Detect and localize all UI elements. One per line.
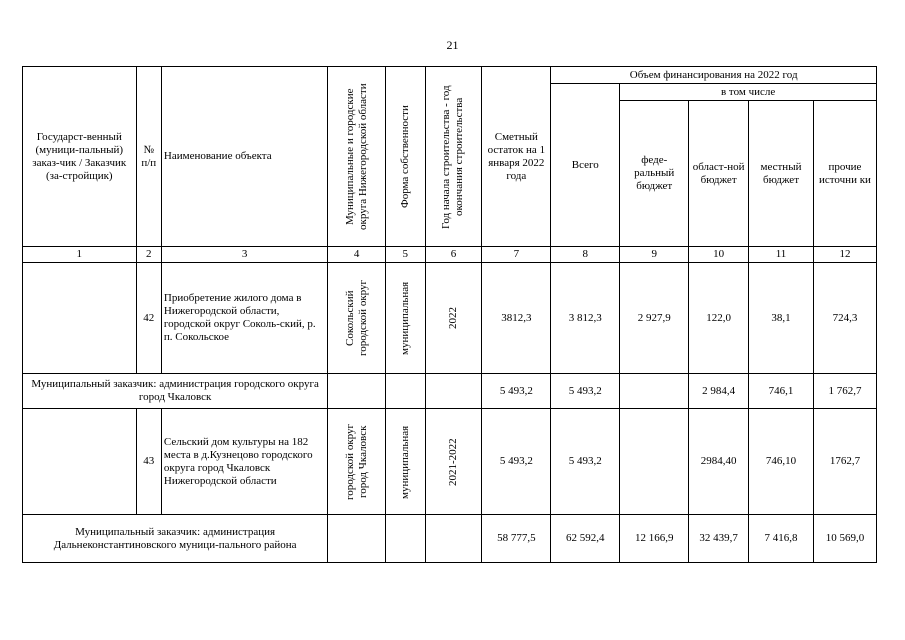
empty-cell bbox=[328, 515, 386, 563]
empty-cell bbox=[386, 374, 426, 409]
column-number: 10 bbox=[689, 247, 749, 263]
header-other: прочие источни ки bbox=[813, 101, 876, 247]
remaining-value: 58 777,5 bbox=[482, 515, 551, 563]
empty-cell bbox=[328, 374, 386, 409]
remaining-value: 5 493,2 bbox=[482, 409, 551, 515]
empty-cell bbox=[425, 374, 482, 409]
column-number: 2 bbox=[136, 247, 161, 263]
ownership-cell bbox=[386, 409, 426, 515]
total-value: 5 493,2 bbox=[551, 409, 620, 515]
page-number: 21 bbox=[446, 38, 459, 52]
header-number: № п/п bbox=[136, 67, 161, 247]
local-value: 7 416,8 bbox=[749, 515, 814, 563]
header-local: местный бюджет bbox=[749, 101, 814, 247]
header-municipality: Муниципальные и городские округа Нижегородской области bbox=[343, 83, 369, 230]
header-municipality-cell bbox=[328, 67, 386, 247]
header-ownership-cell bbox=[386, 67, 426, 247]
column-number: 7 bbox=[482, 247, 551, 263]
table-row bbox=[23, 409, 877, 515]
other-value: 1 762,7 bbox=[813, 374, 876, 409]
ownership-cell bbox=[386, 263, 426, 374]
federal-value: 2 927,9 bbox=[620, 263, 689, 374]
years-text: 2022 bbox=[446, 307, 459, 329]
ownership-text: муниципальная bbox=[398, 281, 411, 355]
column-number: 6 bbox=[425, 247, 482, 263]
local-value: 746,10 bbox=[749, 409, 814, 515]
customer-row bbox=[23, 374, 877, 409]
header-years-cell bbox=[425, 67, 482, 247]
column-number: 3 bbox=[161, 247, 327, 263]
empty-cell bbox=[386, 515, 426, 563]
column-number: 8 bbox=[551, 247, 620, 263]
column-number: 5 bbox=[386, 247, 426, 263]
header-object-name: Наименование объекта bbox=[161, 67, 327, 247]
column-number: 11 bbox=[749, 247, 814, 263]
object-name: Приобретение жилого дома в Нижегородской области, городской округ Соколь-ский, р. п. Сокольское bbox=[161, 263, 327, 374]
regional-value: 122,0 bbox=[689, 263, 749, 374]
remaining-value: 5 493,2 bbox=[482, 374, 551, 409]
financing-table bbox=[22, 66, 877, 563]
years-text: 2021-2022 bbox=[446, 437, 459, 486]
municipality-text: Сокольский городской округ bbox=[343, 279, 369, 357]
header-including: в том числе bbox=[620, 84, 877, 101]
municipality-cell bbox=[328, 409, 386, 515]
other-value: 10 569,0 bbox=[813, 515, 876, 563]
federal-value: 12 166,9 bbox=[620, 515, 689, 563]
customer-name: Муниципальный заказчик: администрация Дальнеконстантиновского муници-пального района bbox=[23, 515, 328, 563]
customer-row bbox=[23, 515, 877, 563]
header-years: Год начала строительства - год окончания строительства bbox=[440, 84, 466, 229]
header-row-1 bbox=[23, 67, 877, 84]
years-cell bbox=[425, 263, 482, 374]
table-row bbox=[23, 263, 877, 374]
municipality-text: городской округ город Чкаловск bbox=[343, 423, 369, 500]
column-number-row bbox=[23, 247, 877, 263]
header-federal: феде-ральный бюджет bbox=[620, 101, 689, 247]
header-regional: област-ной бюджет bbox=[689, 101, 749, 247]
header-customer: Государст-венный (муници-пальный) заказ-чик / Заказчик (за-стройщик) bbox=[23, 67, 137, 247]
regional-value: 2984,40 bbox=[689, 409, 749, 515]
header-total: Всего bbox=[551, 84, 620, 247]
row-number: 43 bbox=[136, 409, 161, 515]
customer-cell bbox=[23, 263, 137, 374]
header-ownership: Форма собственности bbox=[398, 105, 411, 208]
header-remaining: Сметный остаток на 1 января 2022 года bbox=[482, 67, 551, 247]
column-number: 12 bbox=[813, 247, 876, 263]
object-name: Сельский дом культуры на 182 места в д.Кузнецово городского округа город Чкаловск Нижегородской области bbox=[161, 409, 327, 515]
other-value: 1762,7 bbox=[813, 409, 876, 515]
regional-value: 32 439,7 bbox=[689, 515, 749, 563]
header-financing: Объем финансирования на 2022 год bbox=[551, 67, 877, 84]
total-value: 62 592,4 bbox=[551, 515, 620, 563]
customer-name: Муниципальный заказчик: администрация городского округа город Чкаловск bbox=[23, 374, 328, 409]
local-value: 38,1 bbox=[749, 263, 814, 374]
row-number: 42 bbox=[136, 263, 161, 374]
municipality-cell bbox=[328, 263, 386, 374]
column-number: 1 bbox=[23, 247, 137, 263]
regional-value: 2 984,4 bbox=[689, 374, 749, 409]
other-value: 724,3 bbox=[813, 263, 876, 374]
total-value: 5 493,2 bbox=[551, 374, 620, 409]
column-number: 9 bbox=[620, 247, 689, 263]
ownership-text: муниципальная bbox=[398, 424, 411, 499]
remaining-value: 3812,3 bbox=[482, 263, 551, 374]
federal-value bbox=[620, 409, 689, 515]
empty-cell bbox=[425, 515, 482, 563]
years-cell bbox=[425, 409, 482, 515]
local-value: 746,1 bbox=[749, 374, 814, 409]
customer-cell bbox=[23, 409, 137, 515]
total-value: 3 812,3 bbox=[551, 263, 620, 374]
federal-value bbox=[620, 374, 689, 409]
column-number: 4 bbox=[328, 247, 386, 263]
